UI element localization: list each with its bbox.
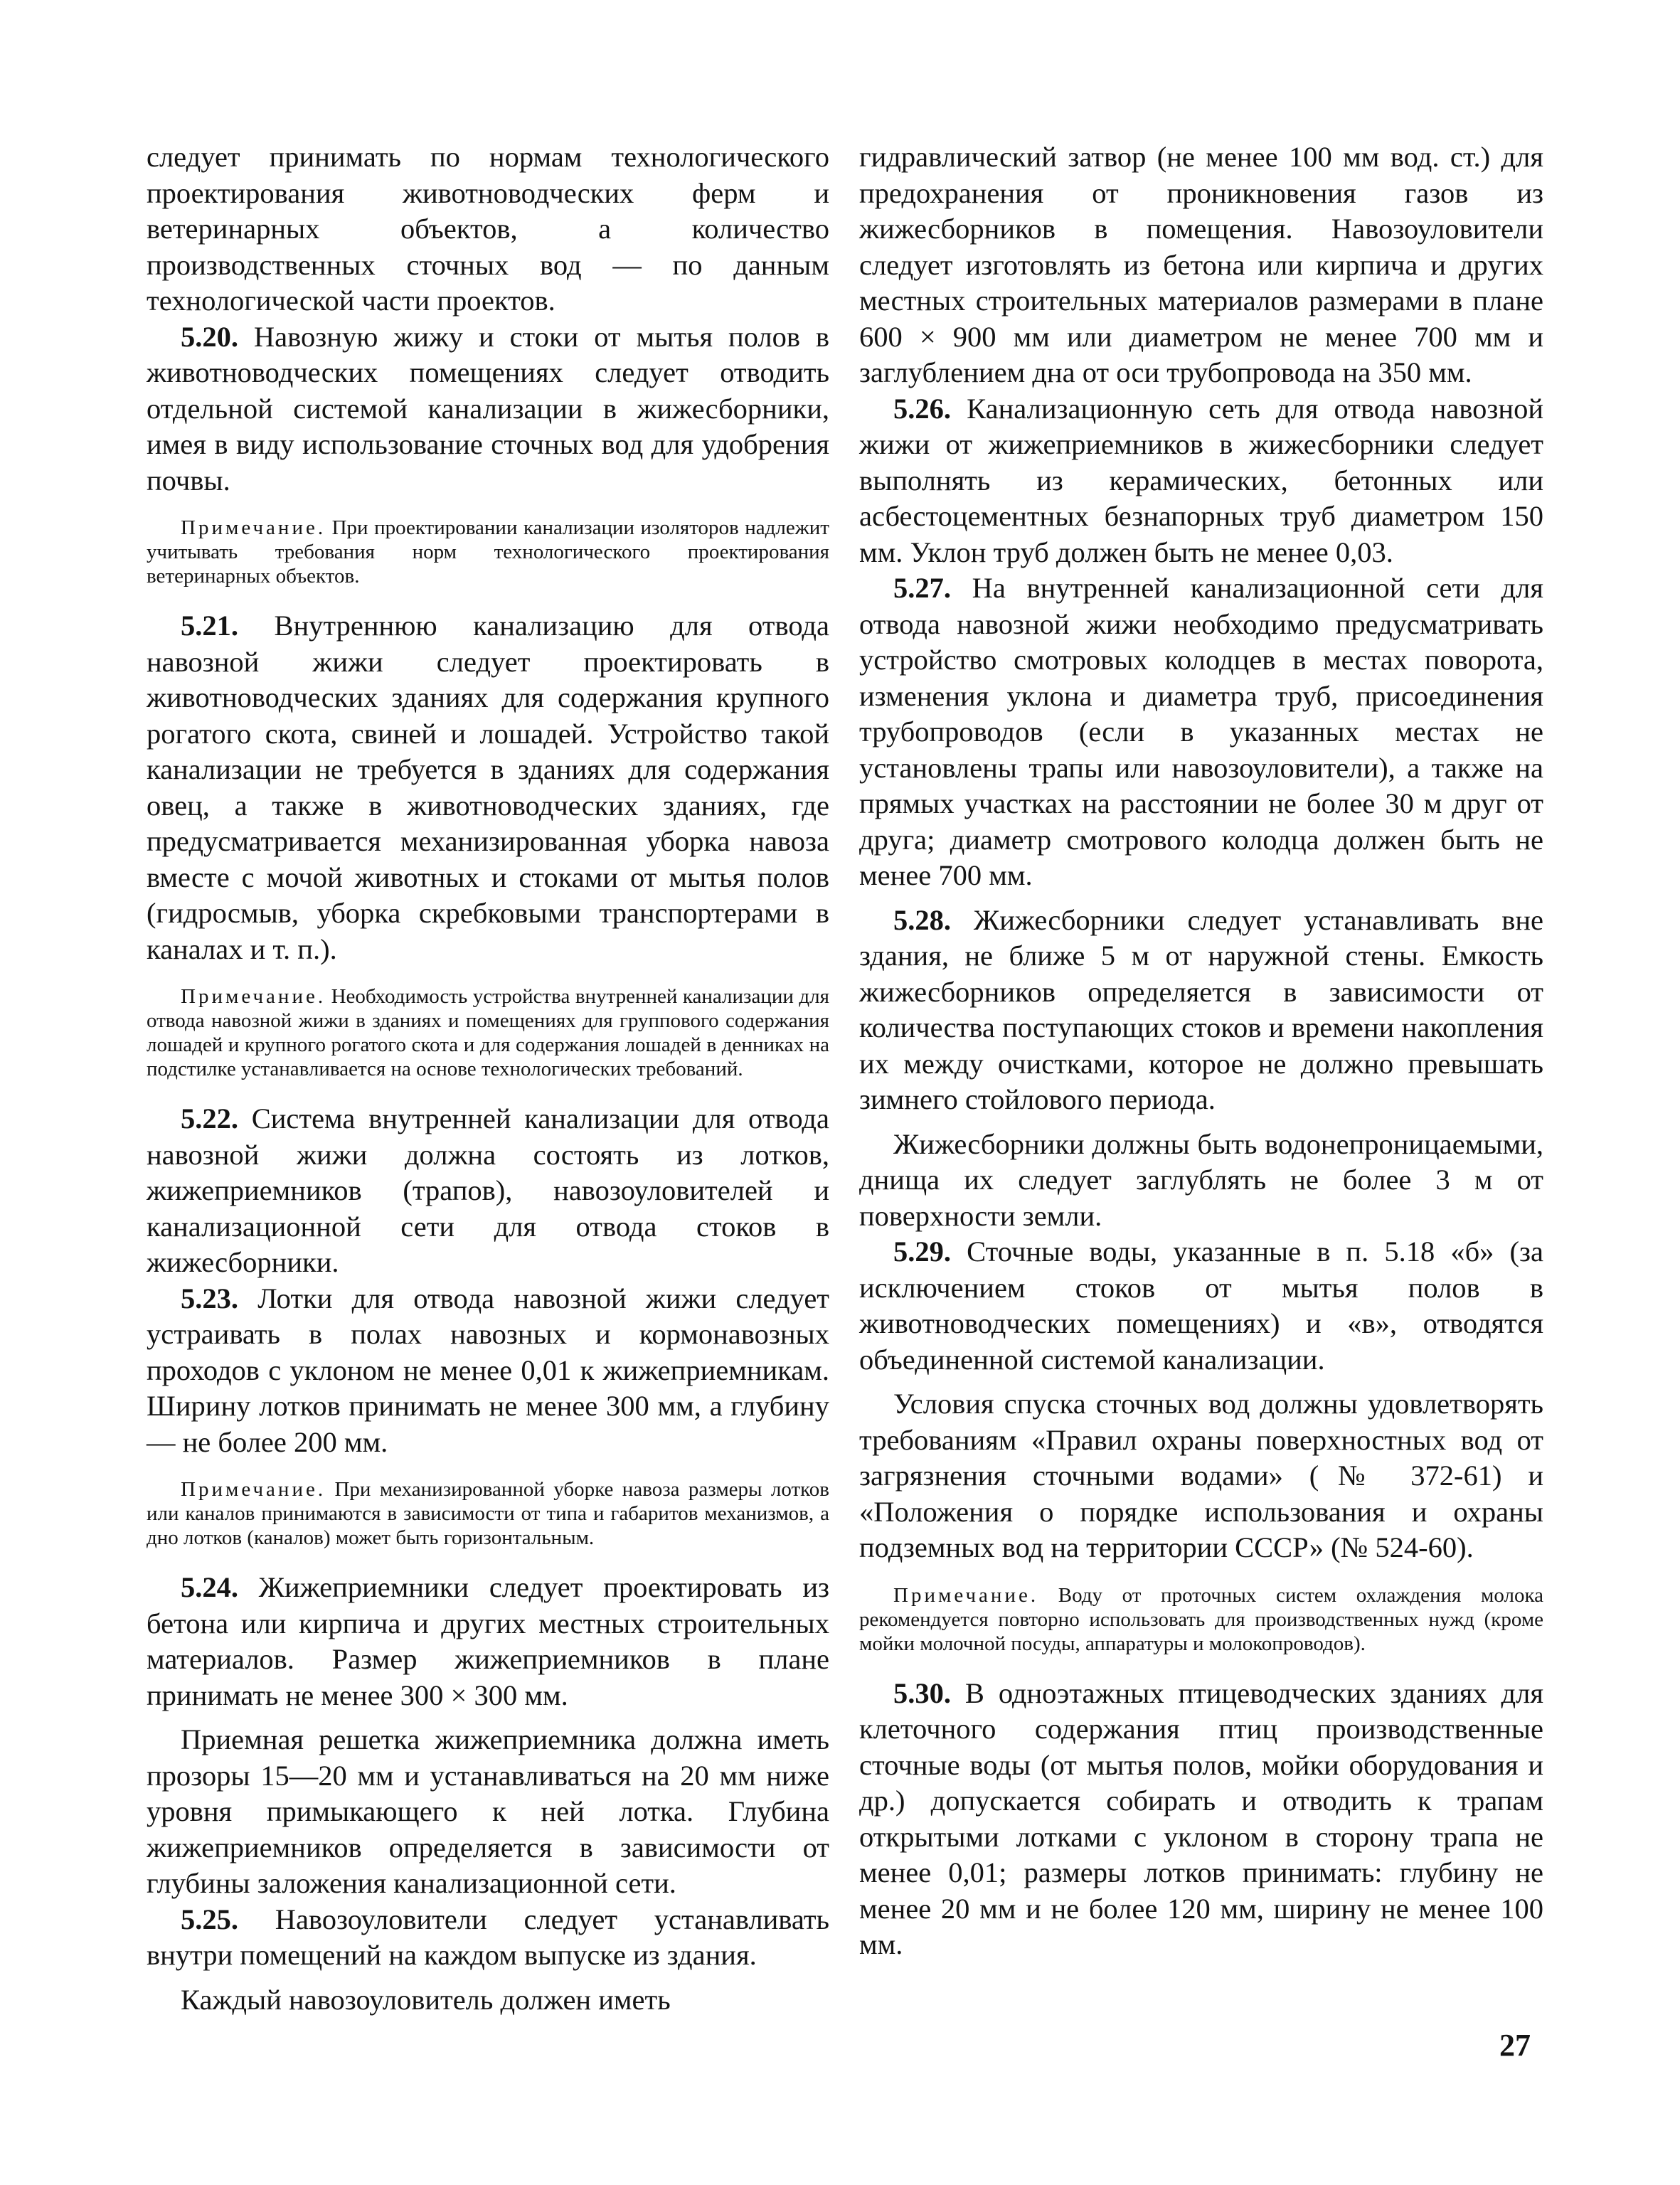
clause-number: 5.24. [181, 1571, 238, 1603]
paragraph-5-25: 5.25. Навозоуловители следует устанавливать внутри помещений на каждом выпуске из здания. [147, 1903, 829, 1971]
paragraph-5-27: 5.27. На внутренней канализационной сети для отвода навозной жижи необходимо предусматривать устройство смотровых колодцев в местах поворота, изменения уклона и диаметра труб, присоединения трубопроводов (если в указанных местах не установлены трапы или навозоуловители), а также на прямых участках на расстоянии не более 30 м друг от друга; диаметр смотрового колодца должен быть не менее 700 мм. [859, 572, 1543, 891]
paragraph-5-20: 5.20. Навозную жижу и стоки от мытья полов в животноводческих помещениях следует отводить отдельной системой канализации в жижесборники, имея в виду использование сточных вод для удобрения почвы. [147, 320, 829, 496]
paragraph-5-21: 5.21. Внутреннюю канализацию для отвода навозной жижи следует проектировать в животноводческих зданиях для содержания крупного рогатого скота, свиней и лошадей. Устройство такой канализации не требуется в зданиях для содержания овец, а также в животноводческих зданиях, где предусматривается механизированная уборка навоза вместе с мочой животных и стоками от мытья полов (гидросмыв, уборка скребковыми транспортерами в каналах и т. п.). [147, 610, 829, 965]
note-label: Примечание. [181, 516, 326, 539]
clause-number: 5.30. [893, 1676, 951, 1709]
paragraph-continuation-right: гидравлический затвор (не менее 100 мм вод. ст.) для предохранения от проникновения газов из жижесборников в помещения. Навозоуловители следует изготовлять из бетона или кирпича и других местных строительных материалов размерами в плане 600 × 900 мм или диаметром не менее 700 мм и заглублением дна от оси трубопровода на 350 мм. [859, 141, 1543, 388]
clause-number: 5.26. [893, 392, 951, 425]
paragraph-5-29: 5.29. Сточные воды, указанные в п. 5.18 «б» (за исключением стоков от мытья полов в животноводческих помещениях) и «в», отводятся объединенной системой канализации. [859, 1235, 1543, 1376]
page-number: 27 [1499, 2028, 1531, 2063]
paragraph-continuation: следует принимать по нормам технологического проектирования животноводческих ферм и ветеринарных объектов, а количество производственных сточных вод — по данным технологической части проектов. [147, 141, 829, 317]
note-1: Примечание. При проектировании канализации изоляторов надлежит учитывать требования норм технологического проектирования ветеринарных объектов. [147, 516, 829, 588]
paragraph-5-25-continued: Каждый навозоуловитель должен иметь [181, 1983, 671, 2016]
left-column [147, 139, 829, 2018]
paragraph-5-28-tanks: Жижесборники должны быть водонепроницаемыми, днища их следует заглублять не более 3 м от поверхности земли. [859, 1127, 1543, 1232]
paragraph-5-23: 5.23. Лотки для отвода навозной жижи следует устраивать в полах навозных и кормонавозных проходов с уклоном не менее 0,01 к жижеприемникам. Ширину лотков принимать не менее 300 мм, а глубину — не более 200 мм. [147, 1282, 829, 1458]
clause-number: 5.27. [893, 572, 951, 604]
clause-number: 5.20. [181, 320, 238, 353]
clause-number: 5.29. [893, 1235, 951, 1267]
note-label: Примечание. [181, 1478, 326, 1501]
note-3: Примечание. При механизированной уборке навоза размеры лотков или каналов принимаются в зависимости от типа и габаритов механизмов, а дно лотков (каналов) может быть горизонтальным. [147, 1478, 829, 1549]
note-label: Примечание. [893, 1583, 1039, 1607]
paragraph-5-28: 5.28. Жижесборники следует устанавливать вне здания, не ближе 5 м от наружной стены. Емкость жижесборников определяется в зависимости от количества поступающих стоков и времени накопления их между очистками, которое не должно превышать зимнего стойлового периода. [859, 903, 1543, 1115]
right-column [859, 139, 1543, 1963]
clause-number: 5.23. [181, 1282, 238, 1314]
paragraph-5-24-grate: Приемная решетка жижеприемника должна иметь прозоры 15—20 мм и устанавливаться на 20 мм ниже уровня примыкающего к ней лотка. Глубина жижеприемников определяется в зависимости от глубины заложения канализационной сети. [147, 1723, 829, 1899]
clause-number: 5.25. [181, 1903, 238, 1935]
paragraph-5-30: 5.30. В одноэтажных птицеводческих зданиях для клеточного содержания птиц производственные сточные воды (от мытья полов, мойки оборудования и др.) допускается собирать и отводить к трапам открытыми лотками с уклоном в сторону трапа не менее 0,01; размеры лотков принимать: глубину не менее 20 мм и не более 120 мм, ширину не менее 100 мм. [859, 1676, 1543, 1960]
clause-number: 5.28. [893, 903, 951, 936]
note-4: Примечание. Воду от проточных систем охлаждения молока рекомендуется повторно использовать для производственных нужд (кроме мойки молочной посуды, аппаратуры и молокопроводов). [859, 1583, 1543, 1655]
paragraph-5-29-conditions: Условия спуска сточных вод должны удовлетворять требованиям «Правил охраны поверхностных вод от загрязнения сточными водами» (№ 372-61) и «Положения о порядке использования и охраны подземных вод на территории СССР» (№ 524-60). [859, 1388, 1543, 1563]
paragraph-5-26: 5.26. Канализационную сеть для отвода навозной жижи от жижеприемников в жижесборники следует выполнять из керамических, бетонных или асбестоцементных безнапорных труб диаметром 150 мм. Уклон труб должен быть не менее 0,03. [859, 392, 1543, 568]
note-label: Примечание. [181, 985, 326, 1008]
clause-number: 5.21. [181, 610, 238, 642]
clause-number: 5.22. [181, 1102, 238, 1134]
note-2: Примечание. Необходимость устройства внутренней канализации для отвода навозной жижи в зданиях и помещениях для группового содержания лошадей и крупного рогатого скота и для содержания лошадей в денниках на подстилке устанавливается на основе технологических требований. [147, 985, 829, 1080]
paragraph-5-24: 5.24. Жижеприемники следует проектировать из бетона или кирпича и других местных строительных материалов. Размер жижеприемников в плане принимать не менее 300 × 300 мм. [147, 1571, 829, 1711]
paragraph-5-22: 5.22. Система внутренней канализации для отвода навозной жижи должна состоять из лотков, жижеприемников (трапов), навозоуловителей и канализационной сети для отвода стоков в жижесборники. [147, 1102, 829, 1278]
